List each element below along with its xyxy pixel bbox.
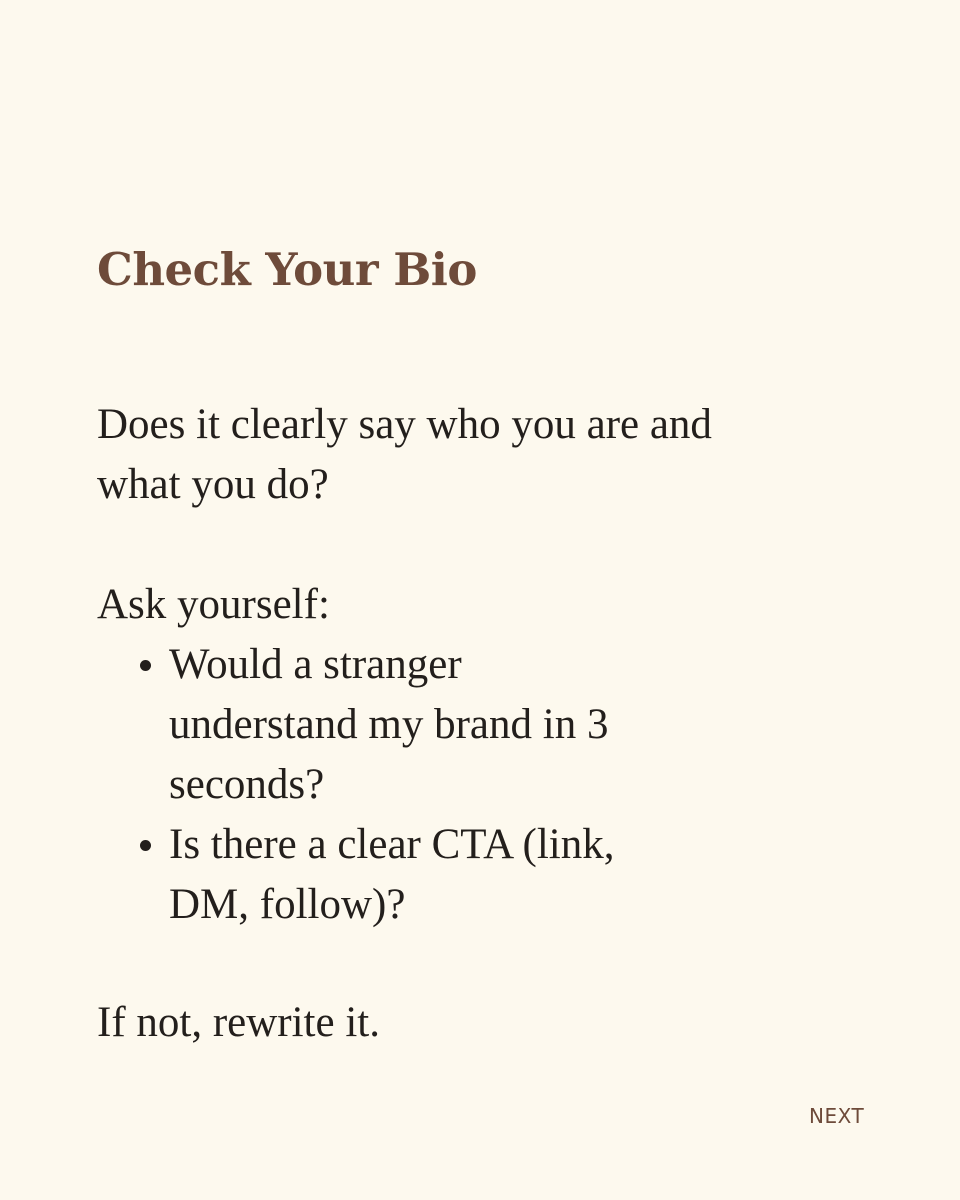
question-text: Would a stranger understand my brand in 3 seconds?	[169, 641, 609, 808]
question-item	[97, 815, 649, 935]
closing-text: If not, rewrite it.	[97, 999, 380, 1046]
question-list	[97, 635, 717, 935]
bullet-icon	[140, 660, 151, 671]
bullet-icon	[140, 840, 151, 851]
question-text: Is there a clear CTA (link, DM, follow)?	[169, 821, 615, 928]
intro-text: Does it clearly say who you are and what you do?	[97, 401, 712, 508]
next-button[interactable]: NEXT	[809, 1104, 865, 1128]
question-item	[97, 635, 649, 815]
ask-label: Ask yourself:	[97, 581, 330, 628]
slide-title: Check Your Bio	[97, 243, 477, 296]
